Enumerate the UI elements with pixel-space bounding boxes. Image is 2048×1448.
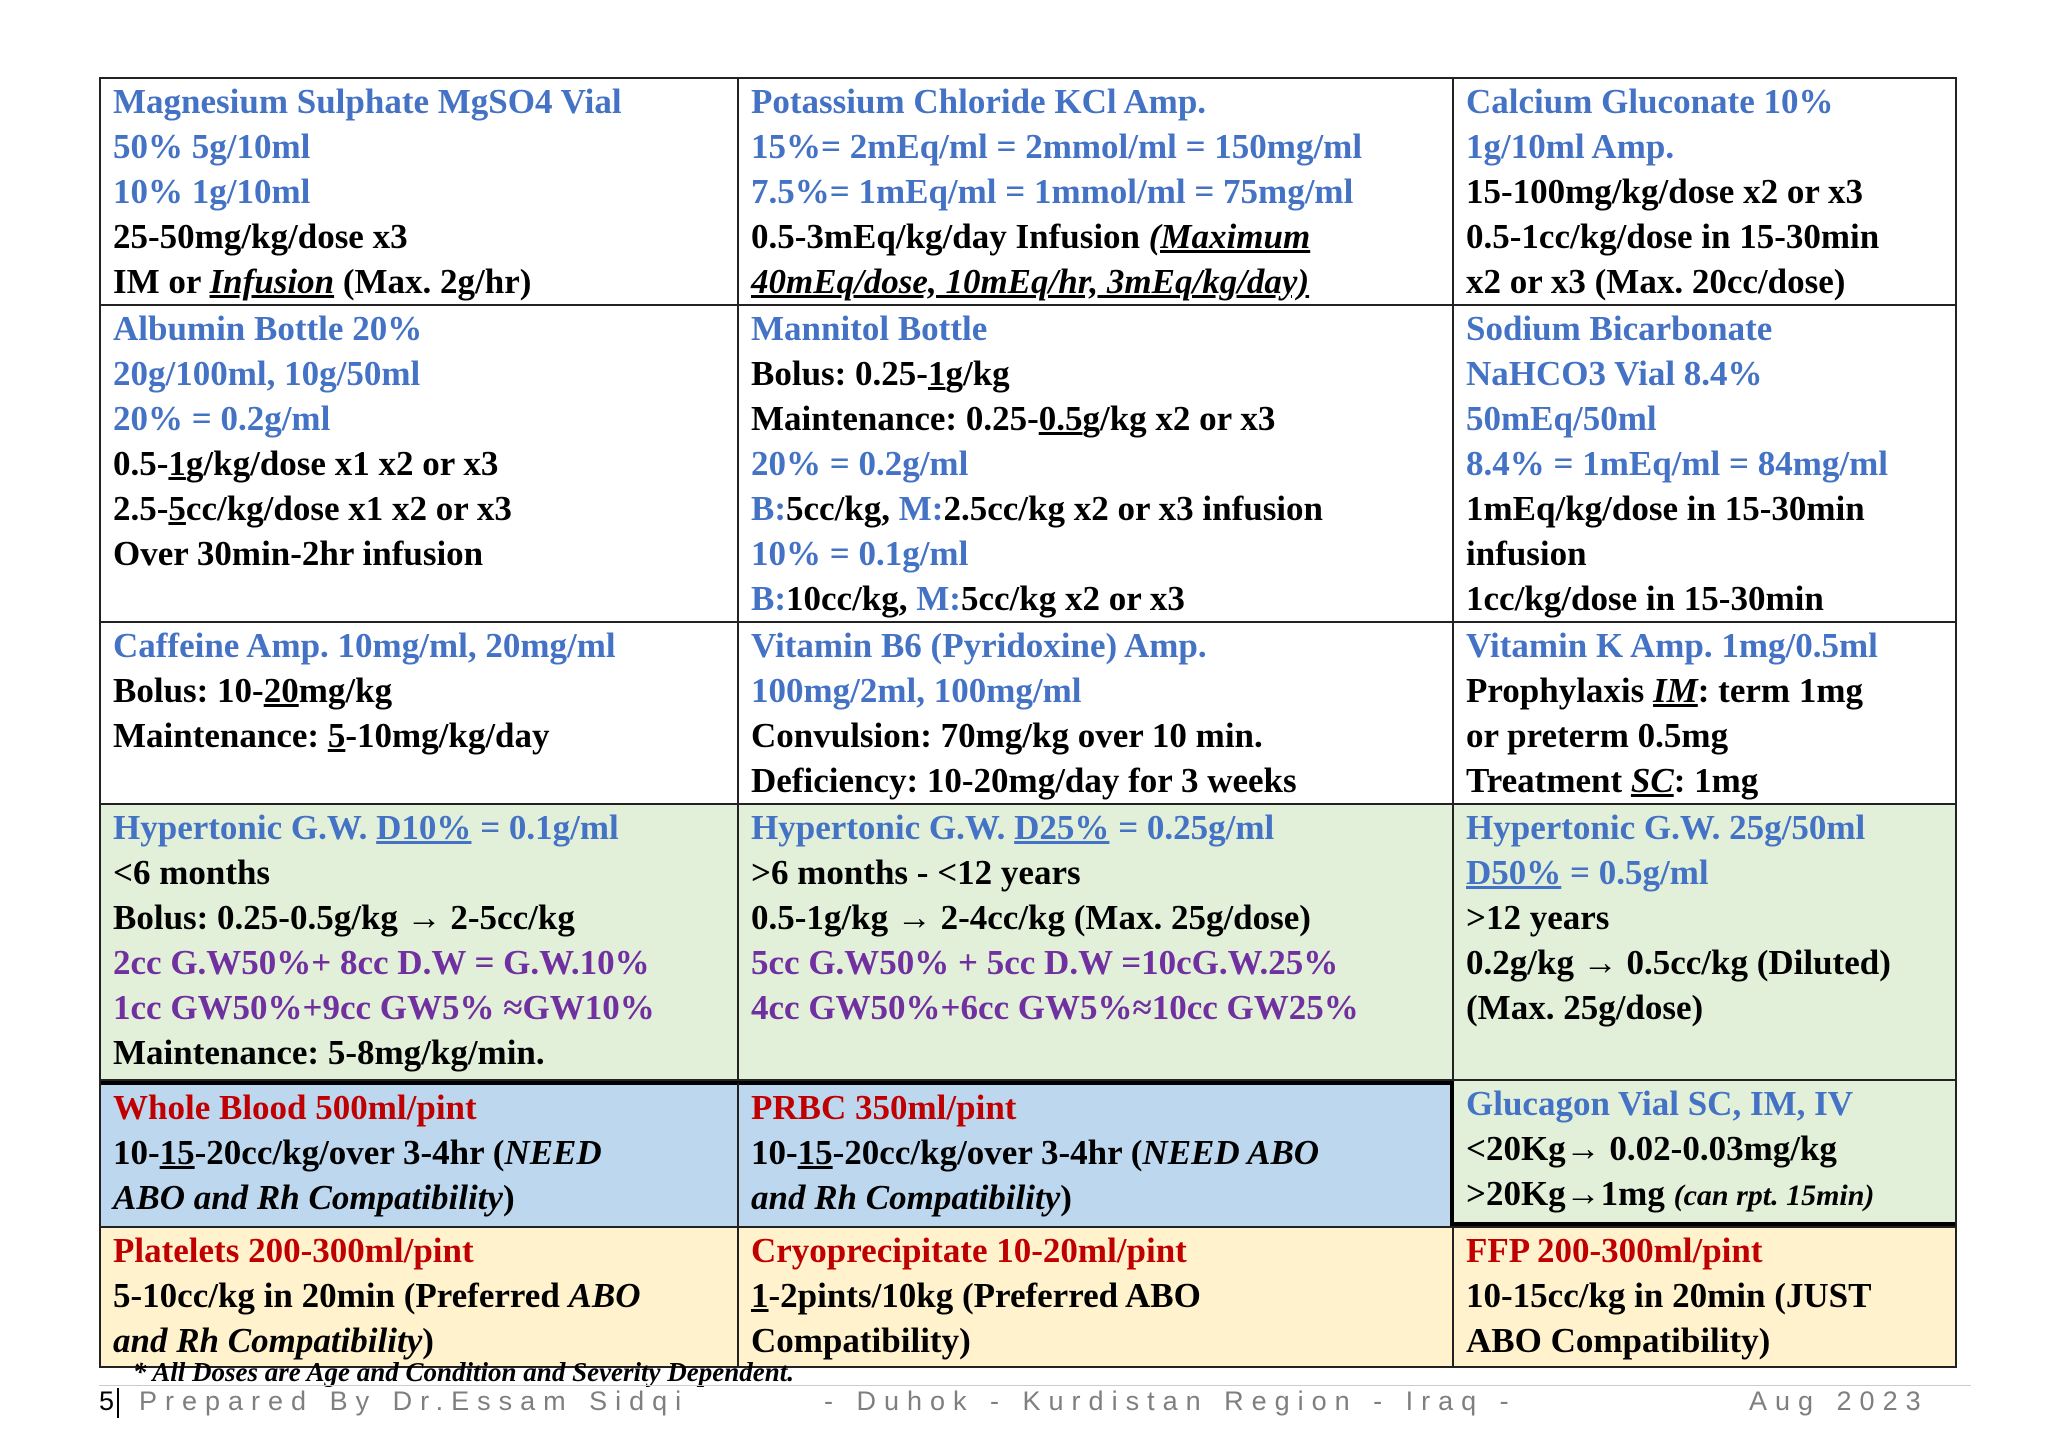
cell-platelets: Platelets 200-300ml/pint 5-10cc/kg in 20min (Preferred ABO and Rh Compatibility) [101,1228,739,1366]
cell-hypertonic-d10: Hypertonic G.W. D10% = 0.1g/ml <6 months Bolus: 0.25-0.5g/kg → 2-5cc/kg 2cc G.W50%+ 8cc D.W = G.W.10% 1cc GW50%+9cc GW5% ≈GW10% Maintenance: 5-8mg/kg/min. [101,805,739,1079]
cell-cryoprecipitate: Cryoprecipitate 10-20ml/pint 1-2pints/10kg (Preferred ABO Compatibility) [739,1228,1454,1366]
cell-hypertonic-d25: Hypertonic G.W. D25% = 0.25g/ml >6 months - <12 years 0.5-1g/kg → 2-4cc/kg (Max. 25g/dose) 5cc G.W50% + 5cc D.W =10cG.W.25% 4cc GW50%+6cc GW5%≈10cc GW25% [739,805,1454,1079]
cell-caffeine: Caffeine Amp. 10mg/ml, 20mg/ml Bolus: 10-20mg/kg Maintenance: 5-10mg/kg/day [101,623,739,803]
table-row [99,1228,1957,1368]
page-footer [99,1385,1971,1426]
cell-mannitol: Mannitol Bottle Bolus: 0.25-1g/kg Maintenance: 0.25-0.5g/kg x2 or x3 20% = 0.2g/ml B:5cc/kg, M:2.5cc/kg x2 or x3 infusion 10% = 0.1g/ml B:10cc/kg, M:5cc/kg x2 or x3 [739,306,1454,621]
cell-ffp: FFP 200-300ml/pint 10-15cc/kg in 20min (JUST ABO Compatibility) [1466,1231,1872,1360]
table-row [99,306,1957,623]
footer-divider [117,1388,119,1418]
cell-sodium-bicarbonate: Sodium Bicarbonate NaHCO3 Vial 8.4% 50mEq/50ml 8.4% = 1mEq/ml = 84mg/ml 1mEq/kg/dose in 15-30min infusion 1cc/kg/dose in 15-30min [1466,309,1888,618]
cell-prbc: PRBC 350ml/pint 10-15-20cc/kg/over 3-4hr (NEED ABO and Rh Compatibility) [739,1081,1454,1226]
cell-hypertonic-d50: Hypertonic G.W. 25g/50ml D50% = 0.5g/ml >12 years 0.2g/kg → 0.5cc/kg (Diluted) (Max. 25g/dose) [1466,808,1891,1027]
cell-vitamin-k: Vitamin K Amp. 1mg/0.5ml Prophylaxis IM: term 1mg or preterm 0.5mg Treatment SC: 1mg [1466,626,1878,800]
table-row [99,623,1957,805]
footer-date: Aug 2023 [1749,1386,1929,1416]
cell-potassium-chloride: Potassium Chloride KCl Amp. 15%= 2mEq/ml = 2mmol/ml = 150mg/ml 7.5%= 1mEq/ml = 1mmol/ml = 75mg/ml 0.5-3mEq/kg/day Infusion (Maximum 40mEq/dose, 10mEq/hr, 3mEq/kg/day) [739,79,1454,304]
cell-glucagon: Glucagon Vial SC, IM, IV <20Kg→ 0.02-0.03mg/kg >20Kg→1mg (can rpt. 15min) [1454,1081,1955,1226]
cell-whole-blood: Whole Blood 500ml/pint 10-15-20cc/kg/over 3-4hr (NEED ABO and Rh Compatibility) [101,1081,739,1226]
cell-calcium-gluconate: Calcium Gluconate 10% 1g/10ml Amp. 15-100mg/kg/dose x2 or x3 0.5-1cc/kg/dose in 15-30min x2 or x3 (Max. 20cc/dose) [1466,82,1880,301]
table-row [99,1081,1957,1228]
footer-location: - Duhok - Kurdistan Region - Iraq - [824,1386,1517,1416]
dosage-table [99,77,1957,1368]
table-row [99,77,1957,306]
cell-vitamin-b6: Vitamin B6 (Pyridoxine) Amp. 100mg/2ml, 100mg/ml Convulsion: 70mg/kg over 10 min. Deficiency: 10-20mg/day for 3 weeks [739,623,1454,803]
page-number: 5 [99,1386,115,1416]
footer-author: Prepared By Dr.Essam Sidqi [139,1386,690,1416]
cell-magnesium-sulphate: Magnesium Sulphate MgSO4 Vial 50% 5g/10ml 10% 1g/10ml 25-50mg/kg/dose x3 IM or Infusion (Max. 2g/hr) [101,79,739,304]
footnote: * All Doses are Age and Condition and Severity Dependent. [133,1357,795,1387]
cell-albumin: Albumin Bottle 20% 20g/100ml, 10g/50ml 20% = 0.2g/ml 0.5-1g/kg/dose x1 x2 or x3 2.5-5cc/kg/dose x1 x2 or x3 Over 30min-2hr infusion [101,306,739,621]
table-row [99,805,1957,1081]
